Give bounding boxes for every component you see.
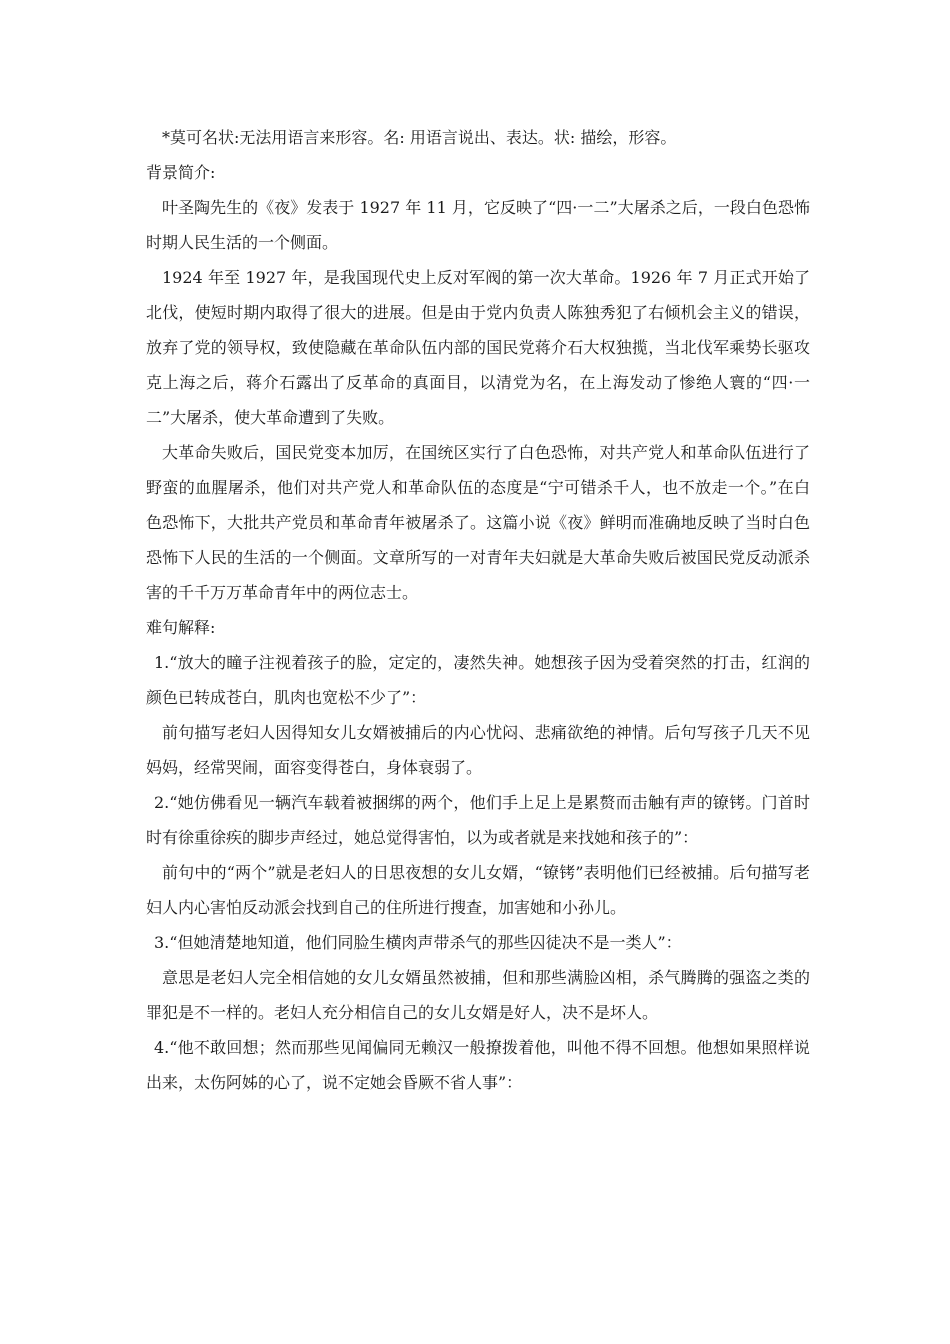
item-1-quote: 1.“放大的瞳子注视着孩子的脸，定定的，凄然失神。她想孩子因为受着突然的打击，红润的颜色已转成苍白，肌肉也宽松不少了”： bbox=[146, 653, 810, 707]
item-3-quote: 3.“但她清楚地知道，他们同脸生横肉声带杀气的那些囚徒决不是一类人”： bbox=[154, 933, 682, 952]
background-paragraph-2: 1924 年至 1927 年，是我国现代史上反对军阀的第一次大革命。1926 年 7 月正式开始了北伐，使短时期内取得了很大的进展。但是由于党内负责人陈独秀犯了右倾机会主义的错误，放弃了党的领导权，致使隐藏在革命队伍内部的国民党蒋介石大权独揽，当北伐军乘势长驱攻克上海之后，蒋介石露出了反革命的真面目，以清党为名，在上海发动了惨绝人寰的“四·一二”大屠杀，使大革命遭到了失败。 bbox=[146, 268, 810, 427]
difficult-sentences-heading: 难句解释: bbox=[146, 618, 216, 637]
vocabulary-note: *莫可名状:无法用语言来形容。名: 用语言说出、表达。状: 描绘，形容。 bbox=[162, 128, 677, 147]
background-paragraph-3: 大革命失败后，国民党变本加厉，在国统区实行了白色恐怖，对共产党人和革命队伍进行了野蛮的血腥屠杀，他们对共产党人和革命队伍的态度是“宁可错杀千人，也不放走一个。”在白色恐怖下，大批共产党员和革命青年被屠杀了。这篇小说《夜》鲜明而准确地反映了当时白色恐怖下人民的生活的一个侧面。文章所写的一对青年夫妇就是大革命失败后被国民党反动派杀害的千千万万革命青年中的两位志士。 bbox=[146, 443, 810, 602]
background-paragraph-1: 叶圣陶先生的《夜》发表于 1927 年 11 月，它反映了“四·一二”大屠杀之后，一段白色恐怖时期人民生活的一个侧面。 bbox=[146, 198, 810, 252]
background-heading: 背景简介: bbox=[146, 163, 216, 182]
item-3-explanation: 意思是老妇人完全相信她的女儿女婿虽然被捕，但和那些满脸凶相，杀气腾腾的强盗之类的罪犯是不一样的。老妇人充分相信自己的女儿女婿是好人，决不是坏人。 bbox=[146, 968, 810, 1022]
item-2-quote: 2.“她仿佛看见一辆汽车载着被捆绑的两个，他们手上足上是累赘而击触有声的镣铐。门首时时有徐重徐疾的脚步声经过，她总觉得害怕，以为或者就是来找她和孩子的”： bbox=[146, 793, 810, 847]
item-4-quote: 4.“他不敢回想；然而那些见闻偏同无赖汉一般撩拨着他，叫他不得不回想。他想如果照样说出来，太伤阿姊的心了，说不定她会昏厥不省人事”： bbox=[146, 1038, 810, 1092]
item-1-explanation: 前句描写老妇人因得知女儿女婿被捕后的内心忧闷、悲痛欲绝的神情。后句写孩子几天不见妈妈，经常哭闹，面容变得苍白，身体衰弱了。 bbox=[146, 723, 810, 777]
document-page bbox=[146, 120, 810, 1100]
item-2-explanation: 前句中的“两个”就是老妇人的日思夜想的女儿女婿，“镣铐”表明他们已经被捕。后句描写老妇人内心害怕反动派会找到自己的住所进行搜查，加害她和小孙儿。 bbox=[146, 863, 810, 917]
